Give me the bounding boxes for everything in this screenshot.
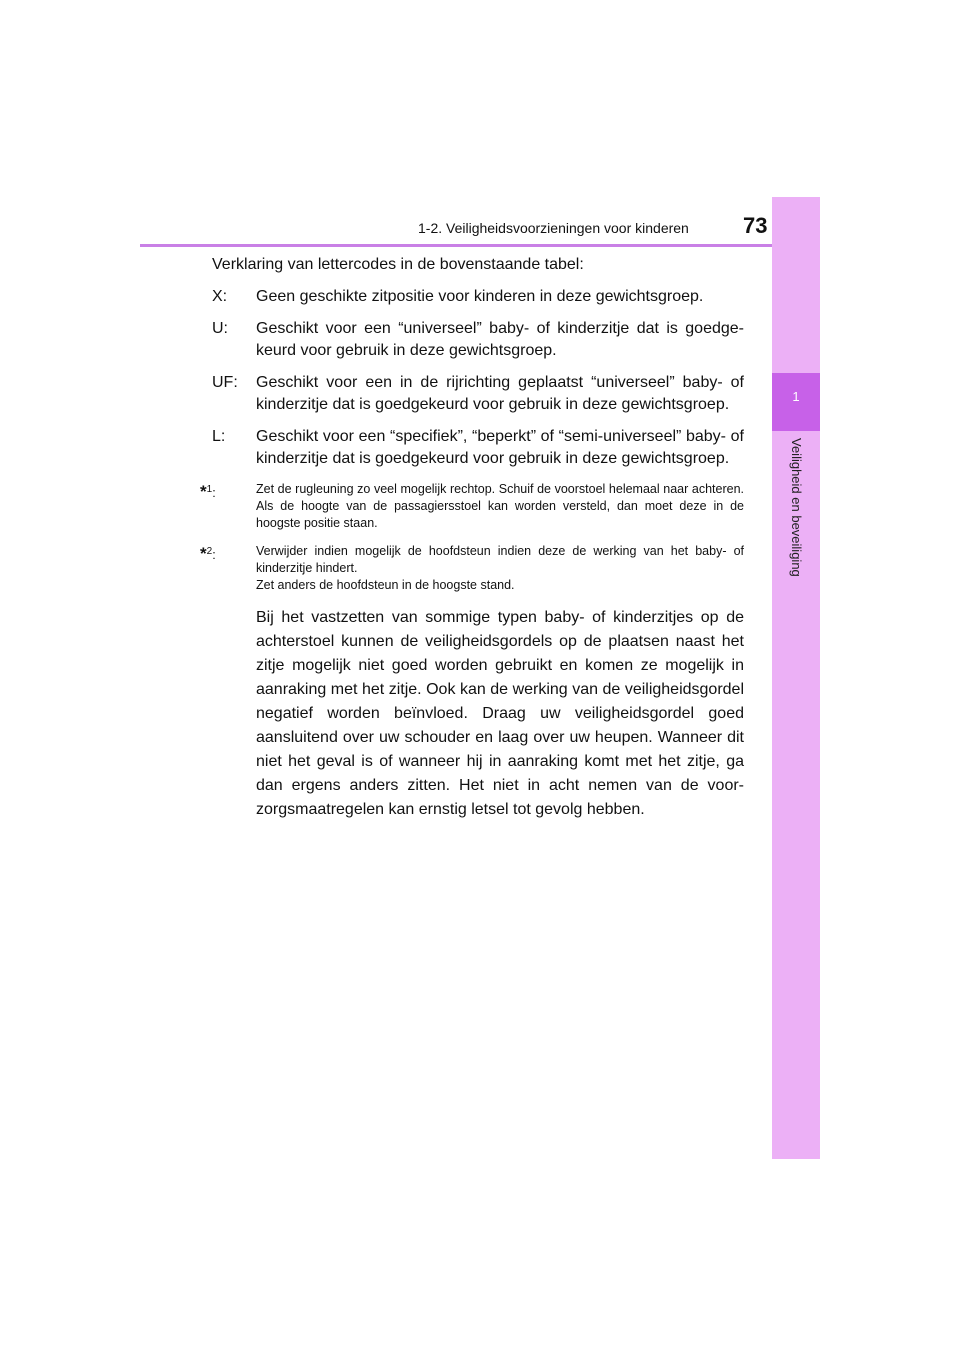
definition-code: UF: (212, 374, 238, 391)
footnote-separator: : (212, 548, 216, 563)
definition-u (212, 318, 744, 362)
header-rule (140, 244, 820, 247)
footnote-text: Zet de rugleuning zo veel mogelijk rechtop. Schuif de voorstoel helemaal naar achteren. Als de hoogte van de passagiersstoel kan worden versteld, dan moet deze in de hoogste positie staan. (256, 482, 744, 530)
intro-text: Verklaring van lettercodes in de bovenstaande tabel: (212, 256, 584, 273)
footnote-separator: : (212, 486, 216, 501)
footnote-text: Verwijder indien mogelijk de hoofdsteun indien deze de werking van het baby- of kinderzitje hindert. (256, 544, 744, 575)
page-number: 73 (743, 213, 768, 238)
definition-l (212, 426, 744, 470)
footnote-text-2: Zet anders de hoofdsteun in de hoogste stand. (256, 578, 515, 592)
footnote-body (256, 543, 744, 594)
definition-code: X: (212, 288, 228, 305)
definition-x (212, 286, 744, 308)
footnote-number: 1 (206, 484, 213, 495)
footnote-number: 2 (206, 546, 213, 557)
footnote-star: * (200, 482, 207, 502)
definition-code: L: (212, 428, 226, 445)
safety-notice: Bij het vastzetten van sommige typen baby- of kinderzitjes op de achterstoel kunnen de veiligheidsgordels op de plaatsen naast het zitje mogelijk niet goed worden gebruikt en komen ze mogelijk in aanraking met het zitje. Ook kan de werking van de veiligheidsgordel negatief worden beïnvloed. Draag uw veiligheidsgordel goed aansluitend over uw schouder en laag over uw heupen. Wanneer dit niet het geval is of wanneer hij in aanraking komt met het zitje, ga dan ergens anders zitten. Het niet in acht nemen van de voorzorgsmaatregelen kan ernstig letsel tot gevolg hebben. (256, 609, 744, 818)
definition-text: Geen geschikte zitpositie voor kinderen in deze gewichtsgroep. (256, 288, 704, 305)
footnote-star: * (200, 544, 207, 564)
definition-code: U: (212, 320, 228, 337)
definition-text: Geschikt voor een “specifiek”, “beperkt” of “semi-universeel” baby- of kinderzitje dat is goedgekeurd voor gebruik in deze gewichtsgroep. (256, 428, 744, 467)
section-title: 1-2. Veiligheidsvoorzieningen voor kinderen (418, 220, 689, 236)
footnote-marker (200, 481, 256, 532)
definition-text: Geschikt voor een “universeel” baby- of kinderzitje dat is goedgekeurd voor gebruik in deze gewichtsgroep. (256, 320, 744, 359)
definition-uf (212, 372, 744, 416)
chapter-side-tab (772, 197, 820, 1159)
footnote-1 (200, 481, 744, 532)
footnote-2 (200, 543, 744, 594)
page-body (200, 249, 744, 822)
chapter-title: Veiligheid en beveiliging (789, 438, 804, 577)
definition-text: Geschikt voor een in de rijrichting geplaatst “universeel” baby- of kinderzitje dat is goedgekeurd voor gebruik in deze gewichtsgroep. (256, 374, 744, 413)
footnote-marker (200, 543, 256, 594)
chapter-number: 1 (792, 389, 800, 404)
